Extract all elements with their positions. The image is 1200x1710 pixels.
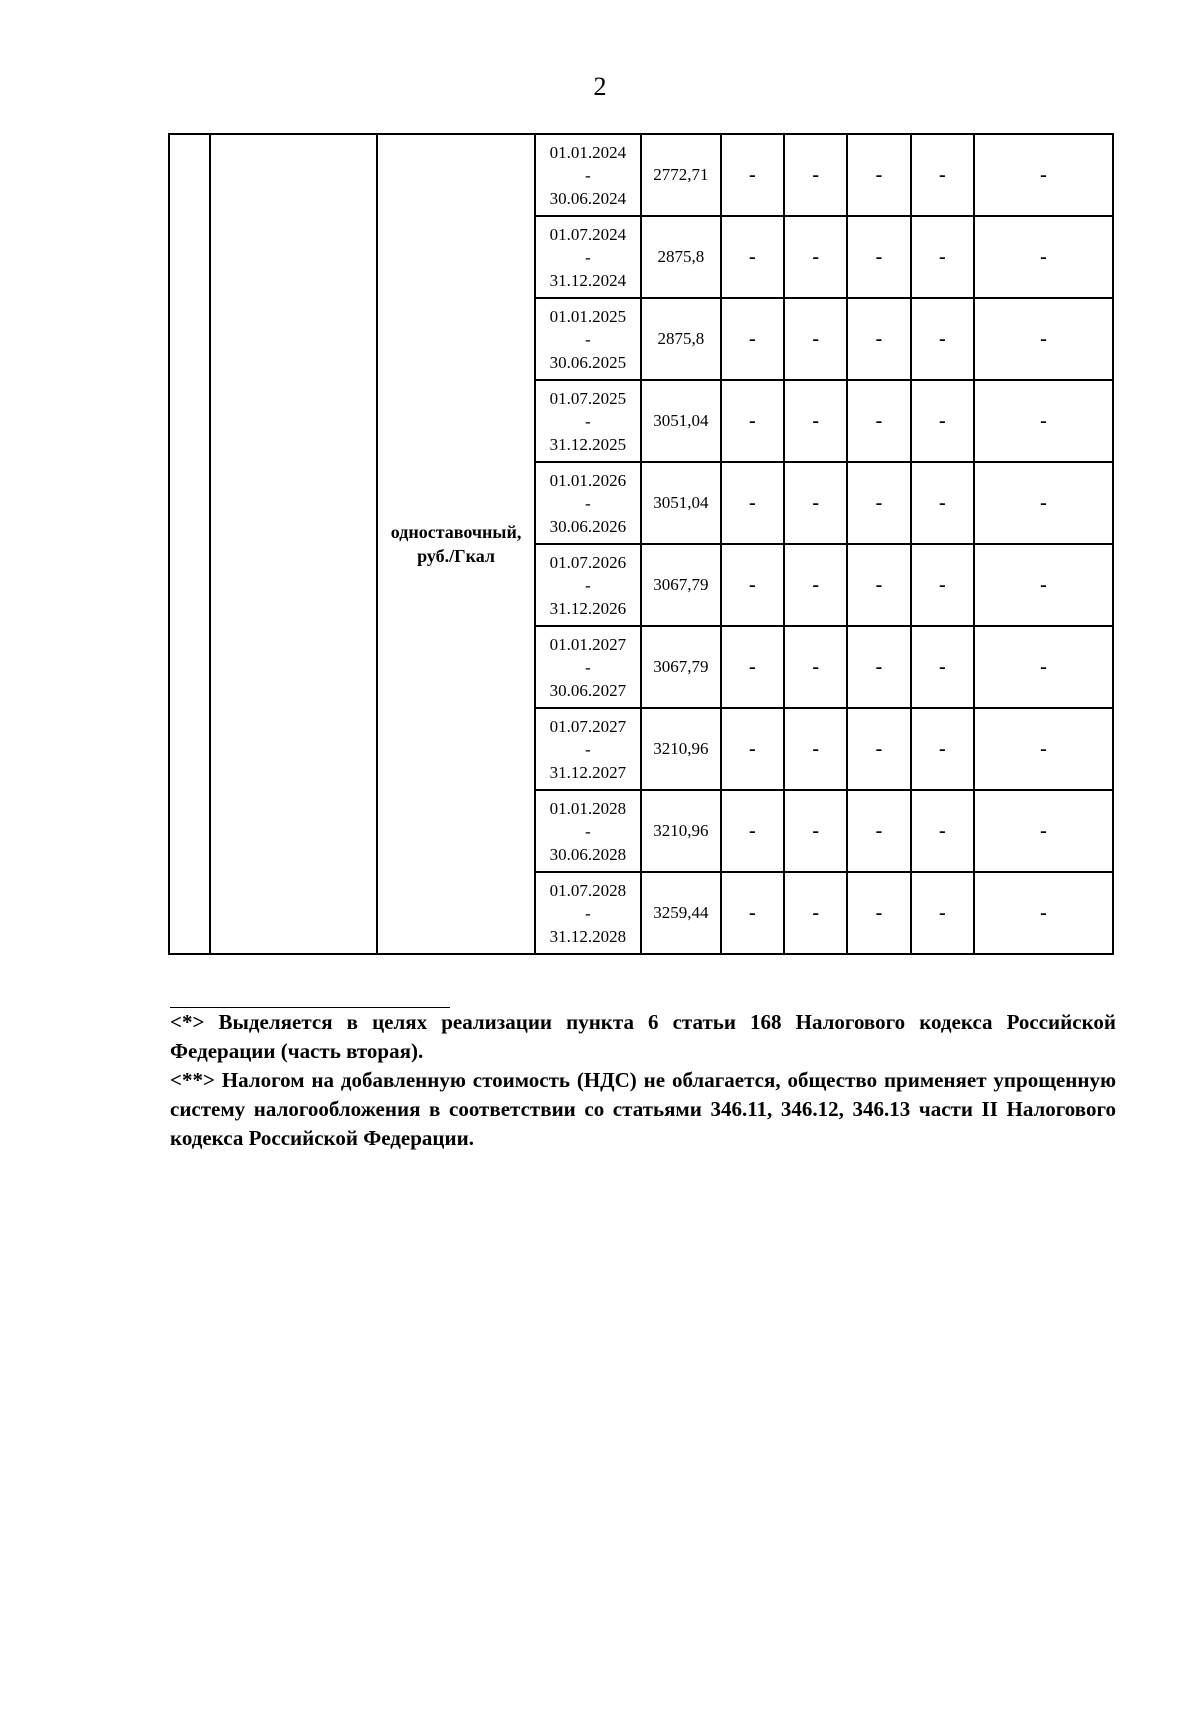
dash-cell: - (721, 380, 784, 462)
dash-cell: - (847, 216, 910, 298)
dash-cell: - (784, 380, 847, 462)
period-separator: - (585, 329, 591, 349)
period-end: 31.12.2024 (549, 270, 627, 290)
dash-cell: - (721, 216, 784, 298)
period-separator: - (585, 247, 591, 267)
period-start: 01.07.2027 (549, 716, 627, 736)
period-separator: - (585, 493, 591, 513)
tariff-value: 2875,8 (641, 298, 721, 380)
period-separator: - (585, 575, 591, 595)
tariff-value: 2772,71 (641, 134, 721, 216)
period-cell (535, 544, 641, 626)
tariff-unit-cell (377, 134, 534, 954)
period-start: 01.07.2028 (549, 880, 627, 900)
tariff-value: 3051,04 (641, 380, 721, 462)
dash-cell: - (847, 790, 910, 872)
period-separator: - (585, 411, 591, 431)
dash-cell: - (911, 380, 974, 462)
dash-cell: - (911, 708, 974, 790)
dash-cell: - (784, 872, 847, 954)
tariff-value: 3259,44 (641, 872, 721, 954)
period-start: 01.01.2028 (549, 798, 627, 818)
dash-cell: - (721, 462, 784, 544)
dash-cell: - (784, 216, 847, 298)
period-start: 01.01.2026 (549, 470, 627, 490)
period-end: 31.12.2027 (549, 762, 627, 782)
period-cell (535, 216, 641, 298)
table-body (169, 134, 1113, 954)
tariff-table (168, 133, 1114, 955)
dash-cell: - (721, 134, 784, 216)
period-separator: - (585, 821, 591, 841)
dash-cell: - (974, 872, 1113, 954)
period-cell (535, 380, 641, 462)
dash-cell: - (911, 298, 974, 380)
dash-cell: - (974, 380, 1113, 462)
footnote-vat-exemption: <**> Налогом на добавленную стоимость (НДС) не облагается, общество применяет упрощенную систему налогообложения в соответствии со статьями 346.11, 346.12, 346.13 части II Налогового кодекса Российской Федерации. (170, 1068, 1116, 1150)
dash-cell: - (974, 790, 1113, 872)
tariff-value: 3210,96 (641, 708, 721, 790)
period-separator: - (585, 165, 591, 185)
dash-cell: - (847, 872, 910, 954)
dash-cell: - (847, 544, 910, 626)
dash-cell: - (721, 790, 784, 872)
dash-cell: - (721, 872, 784, 954)
dash-cell: - (911, 626, 974, 708)
dash-cell: - (974, 626, 1113, 708)
dash-cell: - (911, 790, 974, 872)
tariff-value: 3067,79 (641, 626, 721, 708)
dash-cell: - (784, 462, 847, 544)
tariff-unit-label: руб./Гкал (417, 546, 495, 566)
period-start: 01.01.2025 (549, 306, 627, 326)
dash-cell: - (847, 708, 910, 790)
dash-cell: - (911, 544, 974, 626)
dash-cell: - (784, 626, 847, 708)
period-cell (535, 462, 641, 544)
dash-cell: - (911, 216, 974, 298)
period-end: 30.06.2028 (549, 844, 627, 864)
dash-cell: - (974, 544, 1113, 626)
period-end: 31.12.2028 (549, 926, 627, 946)
dash-cell: - (784, 708, 847, 790)
period-separator: - (585, 657, 591, 677)
dash-cell: - (974, 134, 1113, 216)
period-end: 31.12.2026 (549, 598, 627, 618)
dash-cell: - (784, 134, 847, 216)
row-number-cell (169, 134, 210, 954)
dash-cell: - (721, 626, 784, 708)
dash-cell: - (721, 708, 784, 790)
dash-cell: - (784, 544, 847, 626)
period-separator: - (585, 903, 591, 923)
period-cell (535, 134, 641, 216)
page-number: 2 (593, 72, 607, 101)
tariff-value: 3067,79 (641, 544, 721, 626)
period-end: 30.06.2024 (549, 188, 627, 208)
tariff-value: 3210,96 (641, 790, 721, 872)
dash-cell: - (784, 298, 847, 380)
period-cell (535, 626, 641, 708)
dash-cell: - (974, 708, 1113, 790)
dash-cell: - (721, 298, 784, 380)
tariff-type-label: одноставочный, (390, 522, 522, 542)
dash-cell: - (974, 462, 1113, 544)
organization-cell (210, 134, 378, 954)
period-end: 30.06.2026 (549, 516, 627, 536)
period-start: 01.01.2027 (549, 634, 627, 654)
tariff-value: 3051,04 (641, 462, 721, 544)
period-start: 01.07.2024 (549, 224, 627, 244)
period-cell (535, 872, 641, 954)
dash-cell: - (974, 298, 1113, 380)
dash-cell: - (847, 462, 910, 544)
dash-cell: - (974, 216, 1113, 298)
period-cell (535, 298, 641, 380)
period-start: 01.01.2024 (549, 142, 627, 162)
dash-cell: - (847, 626, 910, 708)
table-row (169, 134, 1113, 216)
dash-cell: - (911, 462, 974, 544)
footnotes (170, 1008, 1116, 1153)
period-start: 01.07.2026 (549, 552, 627, 572)
period-end: 31.12.2025 (549, 434, 627, 454)
dash-cell: - (911, 872, 974, 954)
dash-cell: - (784, 790, 847, 872)
dash-cell: - (721, 544, 784, 626)
period-cell (535, 790, 641, 872)
dash-cell: - (911, 134, 974, 216)
tariff-value: 2875,8 (641, 216, 721, 298)
period-start: 01.07.2025 (549, 388, 627, 408)
dash-cell: - (847, 298, 910, 380)
period-end: 30.06.2025 (549, 352, 627, 372)
dash-cell: - (847, 380, 910, 462)
dash-cell: - (847, 134, 910, 216)
footnote-vat-allocation: <*> Выделяется в целях реализации пункта 6 статьи 168 Налогового кодекса Российской Федерации (часть вторая). (170, 1010, 1116, 1063)
period-cell (535, 708, 641, 790)
period-separator: - (585, 739, 591, 759)
period-end: 30.06.2027 (549, 680, 627, 700)
